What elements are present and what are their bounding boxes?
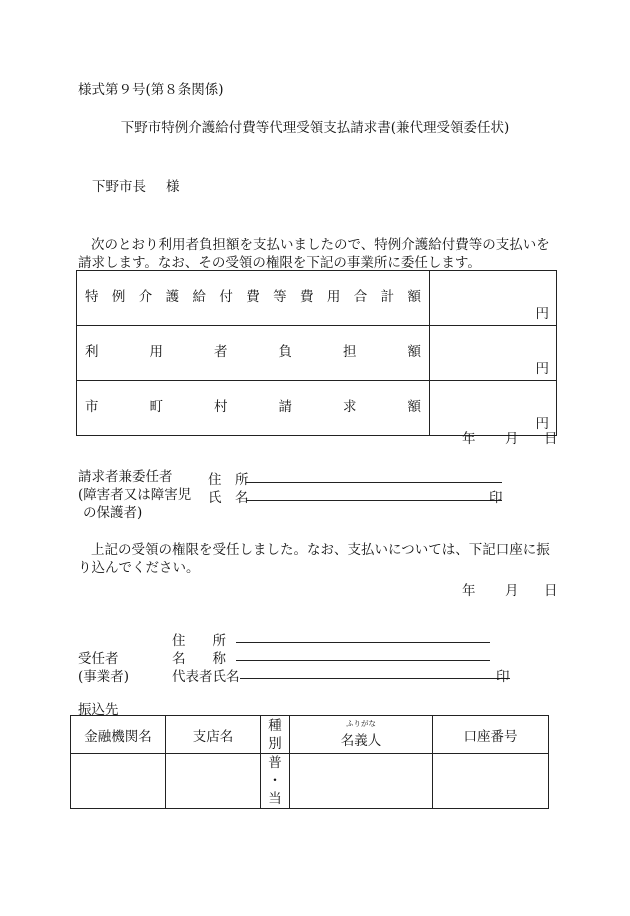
amount-value-municipal-claim[interactable]: [430, 381, 557, 436]
addressee: [92, 181, 180, 195]
label-char: 額: [407, 399, 421, 415]
account-type-separator: ・: [268, 773, 282, 789]
label-char: 額: [407, 289, 421, 305]
label-char: 特: [85, 289, 99, 305]
amount-label-text: [85, 395, 421, 415]
label-char: 請: [278, 399, 292, 415]
amount-row-municipal-claim: [77, 381, 557, 436]
label-char: 介: [138, 289, 153, 305]
recipient-name-label: 名 称: [172, 651, 226, 667]
label-char: 村: [214, 399, 228, 415]
addressee-name: 下野市長: [92, 179, 146, 195]
claimant-name-label: 氏 名: [208, 490, 249, 506]
account-type-header-top: 種: [268, 717, 282, 734]
claimant-address-label: 住 所: [208, 472, 249, 488]
acceptance-line-1: 上記の受領の権限を受任しました。なお、支払いについては、下記口座に振: [91, 542, 550, 558]
account-type-header: [261, 716, 290, 754]
recipient-rep-label: 代表者氏名: [172, 669, 240, 685]
label-char: 利: [85, 344, 99, 360]
request-paragraph: [78, 236, 558, 272]
label-char: 負: [278, 344, 292, 360]
branch-cell[interactable]: [166, 754, 261, 809]
amount-value-total[interactable]: [430, 271, 557, 326]
date-day-label: 日: [544, 583, 558, 599]
label-char: 求: [343, 399, 357, 415]
document-title: 下野市特例介護給付費等代理受領支払請求書(兼代理受領委任状): [120, 120, 510, 136]
claimant-label: [78, 468, 191, 522]
date-year-label: 年: [462, 431, 476, 447]
label-char: 合: [353, 289, 368, 305]
account-type-header-bottom: 別: [268, 735, 282, 752]
holder-header: [290, 716, 433, 754]
label-char: 担: [343, 344, 357, 360]
amount-label-total: [77, 271, 430, 326]
acceptance-line-2: り込んでください。: [78, 560, 200, 576]
holder-cell[interactable]: [290, 754, 433, 809]
label-char: 市: [85, 399, 99, 415]
claimant-address-field[interactable]: [246, 482, 502, 483]
label-char: 費: [246, 289, 260, 305]
bank-table-row: [71, 754, 549, 809]
recipient-address-field[interactable]: [236, 642, 490, 643]
label-char: 給: [192, 289, 206, 305]
amount-label-text: [85, 340, 421, 360]
account-number-cell[interactable]: [433, 754, 549, 809]
bank-table: [70, 715, 549, 809]
bank-name-header: 金融機関名: [71, 716, 166, 754]
claimant-label-line-3: の保護者): [83, 505, 143, 521]
bank-heading: 振込先: [78, 702, 119, 718]
account-type-ordinary: 普: [268, 755, 282, 771]
amount-table: [76, 270, 557, 436]
recipient-name-field[interactable]: [236, 660, 490, 661]
account-number-header: 口座番号: [433, 716, 549, 754]
label-char: 用: [326, 289, 341, 305]
label-char: 護: [165, 289, 180, 305]
recipient-sublabel: (事業者): [78, 669, 130, 685]
label-char: 町: [149, 399, 163, 415]
recipient-address-label: 住 所: [172, 633, 226, 649]
amount-row-total: [77, 271, 557, 326]
recipient-label: 受任者: [78, 651, 119, 667]
claimant-label-line-2: (障害者又は障害児: [78, 487, 192, 503]
branch-header: 支店名: [166, 716, 261, 754]
label-char: 例: [111, 289, 126, 305]
amount-value-user-burden[interactable]: [430, 326, 557, 381]
label-char: 計: [380, 289, 395, 305]
recipient-rep-field[interactable]: [240, 678, 510, 679]
recipient-seal: 印: [496, 669, 510, 685]
holder-label: 名義人: [340, 733, 382, 750]
label-char: 等: [273, 289, 287, 305]
date-month-label: 月: [505, 583, 519, 599]
request-line-2: 請求します。なお、その受領の権限を下記の事業所に委任します。: [78, 255, 481, 271]
yen-unit: 円: [535, 416, 549, 432]
label-char: 額: [407, 344, 421, 360]
yen-unit: 円: [535, 306, 549, 322]
addressee-suffix: 様: [166, 179, 180, 195]
claimant-seal: 印: [489, 490, 503, 506]
date-year-label: 年: [462, 583, 476, 599]
label-char: 費: [300, 289, 314, 305]
acceptance-paragraph: [78, 541, 558, 577]
date-day-label: 日: [544, 431, 558, 447]
amount-label-municipal-claim: [77, 381, 430, 436]
claimant-label-line-1: 請求者兼委任者: [78, 469, 173, 485]
label-char: 付: [219, 289, 233, 305]
amount-row-user-burden: [77, 326, 557, 381]
bank-name-cell[interactable]: [71, 754, 166, 809]
account-type-cell[interactable]: [261, 754, 290, 809]
request-line-1: 次のとおり利用者負担額を支払いましたので、特例介護給付費等の支払いを: [91, 237, 550, 253]
claimant-name-field[interactable]: [246, 500, 502, 501]
amount-label-text: [85, 285, 421, 305]
holder-ruby: ふりがな: [346, 718, 376, 728]
form-number: 様式第９号(第８条関係): [78, 82, 224, 98]
date-month-label: 月: [505, 431, 519, 447]
label-char: 者: [214, 344, 228, 360]
amount-label-user-burden: [77, 326, 430, 381]
label-char: 用: [149, 344, 163, 360]
yen-unit: 円: [535, 361, 549, 377]
bank-table-header: [71, 716, 549, 754]
account-type-current: 当: [268, 791, 282, 807]
